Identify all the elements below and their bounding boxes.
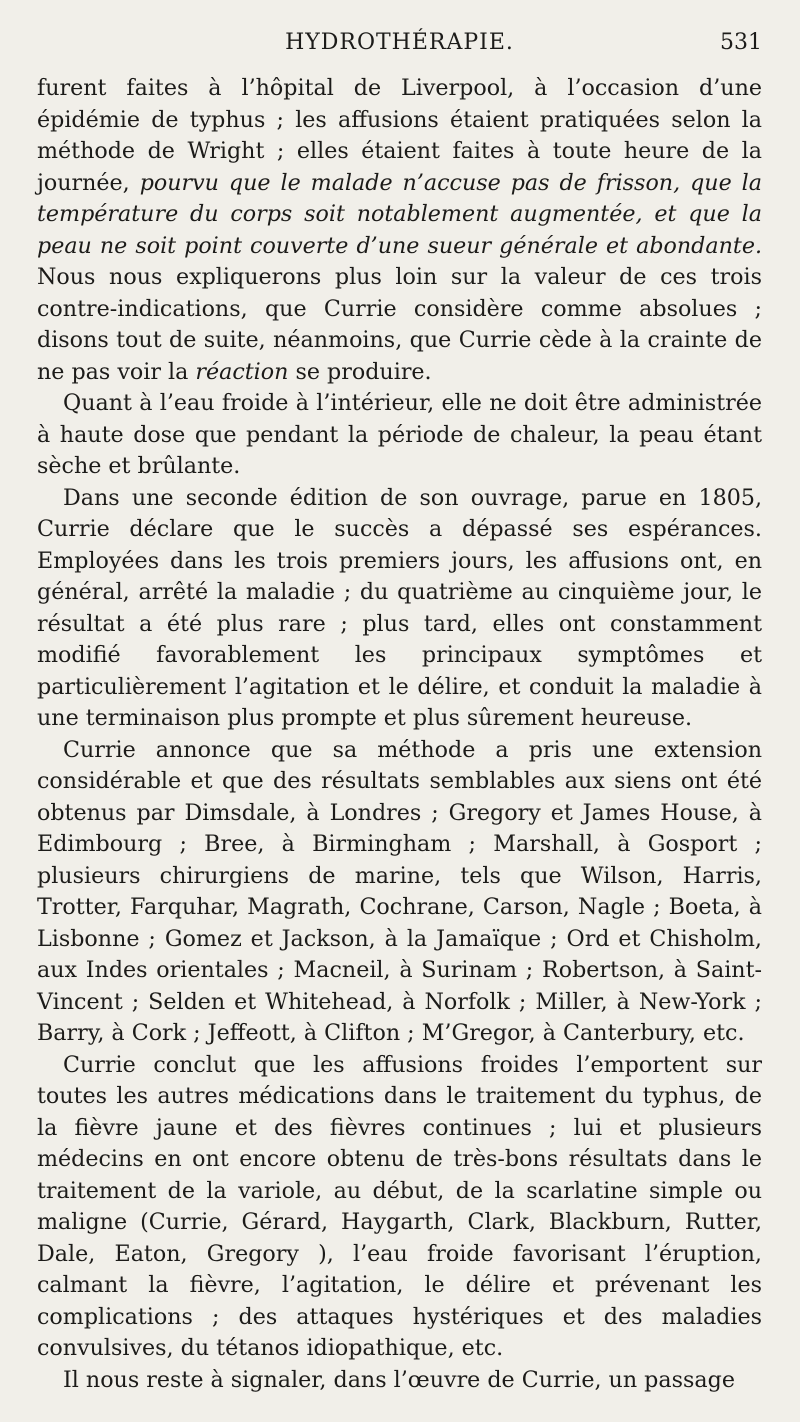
- paragraph-3: [37, 483, 762, 735]
- text-segment: Il nous reste à signaler, dans l’œuvre de Currie, un passage: [63, 1366, 735, 1393]
- text-segment: se produire.: [288, 358, 432, 385]
- running-title: HYDROTHÉRAPIE.: [285, 30, 514, 55]
- text-segment: Nous nous expliquerons plus loin sur la valeur de ces trois contre-indications, que Currie considère comme absolues ; disons tout de suite, néanmoins, que Currie cède à la crainte de ne pas voir la: [37, 264, 762, 385]
- paragraph-6: [37, 1365, 762, 1397]
- running-head: [37, 30, 762, 62]
- text-segment: Quant à l’eau froide à l’intérieur, elle ne doit être administrée à haute dose que pendant la période de chaleur, la peau étant sèche et brûlante.: [37, 390, 762, 479]
- text-segment: Dans une seconde édition de son ouvrage, parue en 1805, Currie déclare que le succès a dépassé ses espérances. Employées dans les trois premiers jours, les affusions ont, en général, arrêté la maladie ; du quatrième au cinquième jour, le résultat a été plus rare ; plus tard, elles ont constamment modifié favorablement les principaux symptômes et particulièrement l’agitation et le délire, et conduit la maladie à une terminaison plus prompte et plus sûrement heureuse.: [37, 484, 762, 731]
- page-number: 531: [720, 30, 762, 55]
- text-segment: Currie conclut que les affusions froides l’emportent sur toutes les autres médications dans le traitement du typhus, de la fièvre jaune et des fièvres continues ; lui et plusieurs médecins en ont encore obtenu de très-bons résultats dans le traitement de la variole, au début, de la scarlatine simple ou maligne (Currie, Gérard, Haygarth, Clark, Blackburn, Rutter, Dale, Eaton, Gregory ), l’eau froide favorisant l’éruption, calmant la fièvre, l’agitation, le délire et prévenant les complications ; des attaques hystériques et des maladies convulsives, du tétanos idiopathique, etc.: [37, 1051, 762, 1361]
- paragraph-2: [37, 388, 762, 483]
- italic-segment: pourvu que le malade n’accuse pas de frisson, que la température du corps soit notablement augmentée, et que la peau ne soit point couverte d’une sueur générale et abondante.: [37, 169, 762, 259]
- body-text: [37, 73, 762, 1396]
- italic-segment: réaction: [195, 358, 289, 385]
- text-segment: Currie annonce que sa méthode a pris une extension considérable et que des résultats semblables aux siens ont été obtenus par Dimsdale, à Londres ; Gregory et James House, à Edimbourg ; Bree, à Birmingham ; Marshall, à Gosport ; plusieurs chirurgiens de marine, tels que Wilson, Harris, Trotter, Farquhar, Magrath, Cochrane, Carson, Nagle ; Boeta, à Lisbonne ; Gomez et Jackson, à la Jamaïque ; Ord et Chisholm, aux Indes orientales ; Macneil, à Surinam ; Robertson, à Saint-Vincent ; Selden et Whitehead, à Norfolk ; Miller, à New-York ; Barry, à Cork ; Jeffeott, à Clifton ; M’Gregor, à Canterbury, etc.: [37, 736, 762, 1046]
- paragraph-4: [37, 735, 762, 1050]
- paragraph-1: [37, 73, 762, 388]
- paragraph-5: [37, 1050, 762, 1365]
- text-segment: furent faites à l’hôpital de Liverpool, à l’occasion d’une épidémie de typhus ; les affusions étaient pratiquées selon la méthode de Wright ; elles étaient faites à toute heure de la journée,: [37, 75, 762, 196]
